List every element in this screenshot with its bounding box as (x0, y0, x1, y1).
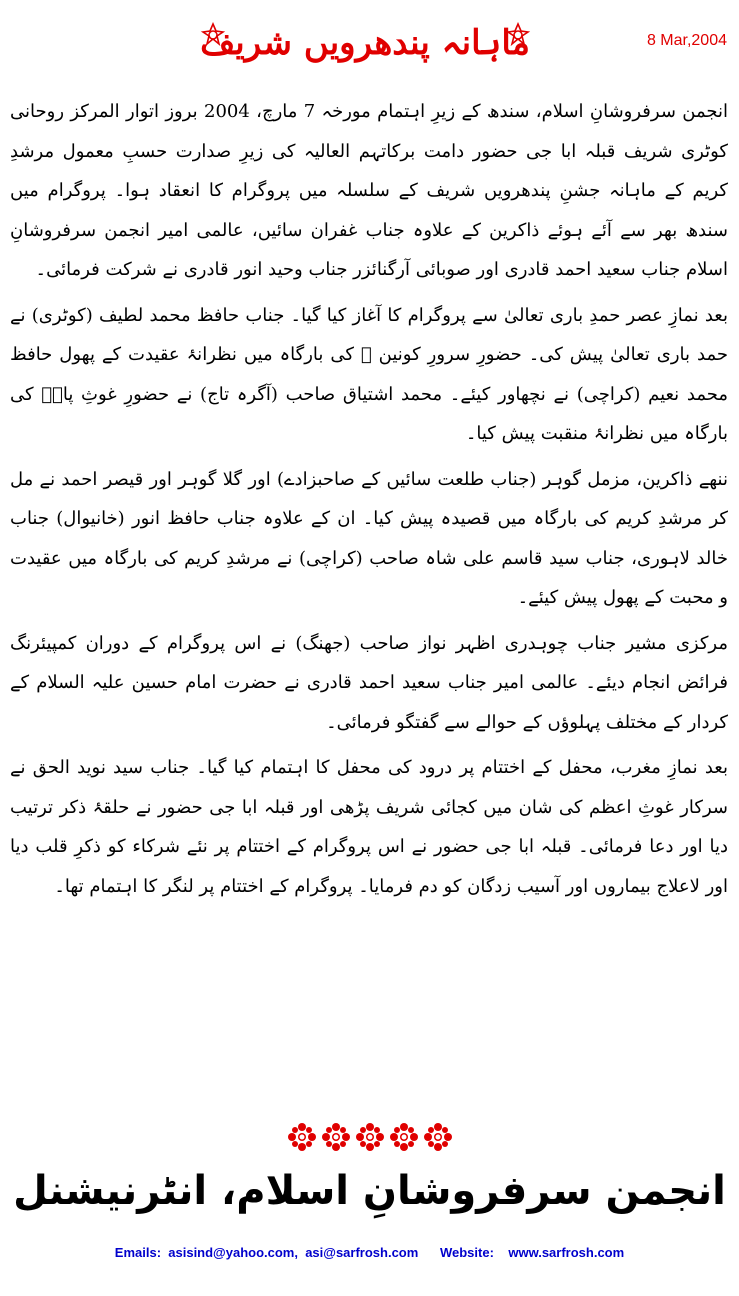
paragraph: ننھے ذاکرین، مزمل گوہر (جناب طلعت سائیں کے صاحبزادے) اور گلا گوہر اور قیصر احمد نے مل کر مرشدِ کریم کی بارگاہ میں قصیدہ پیش کیا۔ ان کے علاوہ جناب حافظ انور (خانیوال) جناب خالد لاہوری، جناب سید قاسم علی شاہ صاحب (کراچی) نے مرشدِ کریم کی بارگاہ میں عقیدت و محبت کے پھول پیش کیئے۔ (10, 468, 728, 608)
paragraph: مرکزی مشیر جناب چوہدری اظہر نواز صاحب (جھنگ) نے اس پروگرام کے دوران کمپیئرنگ فرائض انجام دیئے۔ عالمی امیر جناب سعید احمد قادری نے حضرت امام حسین علیہ السلام کے کردار کے مختلف پہلوؤں کے حوالے سے گفتگو فرمائی۔ (10, 632, 728, 733)
contact-line: Emails: asisind@yahoo.com, asi@sarfrosh.com Website: www.sarfrosh.com (114, 1245, 625, 1260)
publish-date: 8 Mar,2004 (646, 32, 727, 49)
flower-icon (321, 1122, 351, 1152)
page-title: ماہانہ پندھرویں شریف (200, 22, 530, 63)
page-title-wrap (200, 12, 530, 72)
flower-divider (0, 1122, 739, 1154)
flower-icon (389, 1122, 419, 1152)
page-header (0, 0, 739, 80)
flower-icon (287, 1122, 317, 1152)
ornament-icon (505, 22, 531, 48)
organization-name: انجمن سرفروشانِ اسلام، انٹرنیشنل (13, 1168, 726, 1214)
flower-icon (423, 1122, 453, 1152)
article-body (10, 92, 728, 912)
flower-icon (355, 1122, 385, 1152)
paragraph: انجمن سرفروشانِ اسلام، سندھ کے زیرِ اہتمام مورخہ 7 مارچ، 2004 بروز اتوار المرکز روحانی کوٹری شریف قبلہ ابا جی حضور دامت برکاتہم العالیہ کی زیرِ صدارت حسبِ معمول مرشدِ کریم کے ماہانہ جشنِ پندھرویں شریف کے سلسلہ میں پروگرام کا انعقاد ہوا۔ پروگرام میں سندھ بھر سے آئے ہوئے ذاکرین کے علاوہ جناب غفران سائیں، عالمی امیر انجمن سرفروشانِ اسلام جناب سعید احمد قادری اور صوبائی آرگنائزر جناب وحید انور قادری نے شرکت فرمائی۔ (10, 101, 728, 280)
paragraph: بعد نمازِ مغرب، محفل کے اختتام پر درود کی محفل کا اہتمام کیا گیا۔ جناب سید نوید الحق نے سرکار غوثِ اعظم کی شان میں کجائی شریف پڑھی اور قبلہ ابا جی حضور نے حلقۂ ذکر ترتیب دیا اور دعا فرمائی۔ قبلہ ابا جی حضور نے اس پروگرام کے اختتام پر نئے شرکاء کو ذکرِ قلب دیا اور لاعلاج بیماروں اور آسیب زدگان کو دم فرمایا۔ پروگرام کے اختتام پر لنگر کا اہتمام تھا۔ (10, 757, 728, 897)
paragraph: بعد نمازِ عصر حمدِ باری تعالیٰ سے پروگرام کا آغاز کیا گیا۔ جناب حافظ محمد لطیف (کوٹری) نے حمد باری تعالیٰ پیش کی۔ حضورِ سرورِ کونین ﷺ کی بارگاہ میں نظرانۂ عقیدت کے پھول حافظ محمد نعیم (کراچی) نے نچھاور کیئے۔ محمد اشتیاق صاحب (آگرہ تاج) نے حضورِ غوثِ پاکؓ کی بارگاہ میں نظرانۂ منقبت پیش کیا۔ (10, 304, 729, 444)
